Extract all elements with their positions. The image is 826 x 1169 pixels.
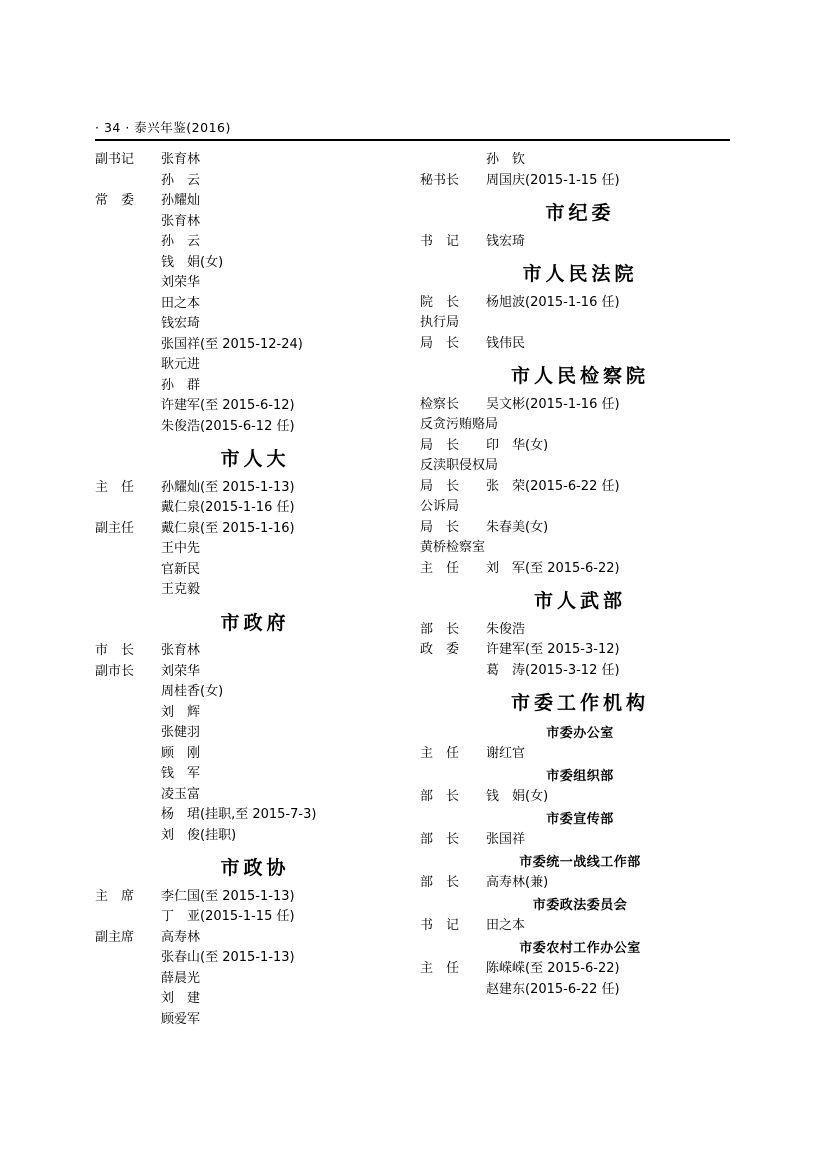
entry-value: 朱俊浩(2015-6-12 任) <box>161 418 295 434</box>
entry-value: 赵建东(2015-6-22 任) <box>486 981 620 997</box>
entry-row <box>420 334 740 355</box>
entry-label: 局 长 <box>420 519 460 535</box>
entry-row <box>420 497 740 518</box>
entry-row <box>420 787 740 808</box>
entry-value: 陈嵘嵘(至 2015-6-22) <box>486 961 620 976</box>
entry-row <box>95 314 415 335</box>
entry-row <box>95 498 415 519</box>
entry-row <box>95 641 415 662</box>
entry-row <box>95 355 415 376</box>
entry-label: 黄桥检察室 <box>420 540 486 555</box>
entry-value: 钱伟民 <box>486 335 526 351</box>
entry-row <box>420 313 740 334</box>
entry-row <box>420 293 740 314</box>
entry-row <box>95 519 415 540</box>
entry-label: 部 长 <box>420 875 460 890</box>
entry-value: 刘荣华 <box>161 663 201 679</box>
entry-row <box>95 764 415 785</box>
entry-label: 部 长 <box>420 621 460 637</box>
entry-value: 刘 俊(挂职) <box>161 827 237 843</box>
entry-value: 戴仁泉(至 2015-1-16) <box>161 520 295 536</box>
entry-value: 王克毅 <box>161 582 201 597</box>
left-column <box>95 150 415 1030</box>
entry-value: 张国祥 <box>486 832 526 847</box>
entry-value: 张育林 <box>161 643 201 658</box>
entry-value: 刘荣华 <box>161 275 201 290</box>
entry-label: 市 长 <box>95 643 135 658</box>
entry-row <box>95 335 415 356</box>
subsection-heading: 市委农村工作办公室 <box>519 940 641 956</box>
entry-row <box>420 640 740 661</box>
section-heading: 市政府 <box>220 611 290 634</box>
entry-row <box>95 703 415 724</box>
entry-label: 主 任 <box>95 479 135 495</box>
entry-row <box>95 948 415 969</box>
entry-value: 顾 刚 <box>161 745 201 761</box>
entry-value: 钱 娟(女) <box>486 789 549 804</box>
entry-value: 周国庆(2015-1-15 任) <box>486 172 620 188</box>
entry-row <box>95 560 415 581</box>
entry-label: 副主席 <box>95 929 135 945</box>
entry-row <box>95 212 415 233</box>
entry-value: 孙耀灿(至 2015-1-13) <box>161 479 295 495</box>
subsection-heading: 市委政法委员会 <box>532 897 628 913</box>
entry-label: 公诉局 <box>420 499 460 514</box>
section-heading: 市纪委 <box>545 202 615 224</box>
entry-row <box>420 232 740 253</box>
entry-row <box>95 478 415 499</box>
entry-row <box>420 538 740 559</box>
entry-row <box>95 273 415 294</box>
entry-row <box>95 150 415 171</box>
entry-label: 主 任 <box>420 961 460 976</box>
entry-label: 执行局 <box>420 315 460 330</box>
entry-row <box>95 826 415 847</box>
entry-row <box>95 417 415 438</box>
entry-row <box>95 294 415 315</box>
entry-label: 副市长 <box>95 663 135 679</box>
entry-value: 钱 娟(女) <box>161 254 224 270</box>
entry-row <box>95 539 415 560</box>
entry-row <box>95 171 415 192</box>
entry-value: 张育林 <box>161 213 201 229</box>
entry-row <box>420 744 740 765</box>
entry-row <box>420 980 740 1001</box>
entry-value: 张国祥(至 2015-12-24) <box>161 336 303 352</box>
entry-value: 朱俊浩 <box>486 621 526 637</box>
subsection-heading: 市委宣传部 <box>546 811 614 827</box>
page-header <box>95 118 730 136</box>
entry-value: 薛晨光 <box>161 970 201 986</box>
entry-row <box>95 928 415 949</box>
entry-value: 刘 建 <box>161 991 201 1006</box>
entry-row <box>95 1010 415 1031</box>
section-heading: 市人武部 <box>533 590 626 612</box>
entry-label: 局 长 <box>420 437 460 453</box>
entry-value: 孙 云 <box>161 234 201 249</box>
entry-row <box>420 171 740 192</box>
entry-row <box>420 150 740 171</box>
entry-label: 副书记 <box>95 152 135 167</box>
entry-label: 书 记 <box>420 233 460 249</box>
entry-label: 政 委 <box>420 642 460 657</box>
entry-value: 孙 云 <box>161 172 201 188</box>
section-heading: 市委工作机构 <box>510 692 649 714</box>
entry-label: 副主任 <box>95 520 135 536</box>
section-heading: 市人大 <box>220 448 290 470</box>
entry-row <box>420 559 740 580</box>
entry-row <box>420 916 740 937</box>
entry-label: 局 长 <box>420 478 460 494</box>
entry-value: 孙 群 <box>161 377 201 393</box>
entry-label: 部 长 <box>420 832 460 847</box>
entry-value: 田之本 <box>486 918 526 933</box>
entry-value: 田之本 <box>161 295 201 311</box>
entry-label: 院 长 <box>420 294 460 310</box>
entry-row <box>420 830 740 851</box>
entry-value: 许建军(至 2015-3-12) <box>486 642 620 657</box>
entry-row <box>420 415 740 436</box>
entry-value: 刘 辉 <box>161 704 201 720</box>
entry-label: 主 任 <box>420 746 460 761</box>
header-divider <box>95 139 730 141</box>
entry-value: 葛 涛(2015-3-12 任) <box>486 662 620 678</box>
entry-label: 主 任 <box>420 560 460 576</box>
entry-row <box>95 907 415 928</box>
entry-row <box>95 989 415 1010</box>
entry-value: 张育林 <box>161 152 201 167</box>
entry-row <box>95 662 415 683</box>
entry-value: 刘 军(至 2015-6-22) <box>486 560 620 576</box>
entry-label: 反渎职侵权局 <box>420 458 499 473</box>
subsection-heading: 市委办公室 <box>546 725 614 741</box>
entry-label: 秘书长 <box>420 172 460 188</box>
entry-value: 吴文彬(2015-1-16 任) <box>486 396 620 412</box>
entry-row <box>420 959 740 980</box>
entry-value: 钱 军 <box>161 766 201 781</box>
entry-value: 丁 亚(2015-1-15 任) <box>161 909 295 924</box>
entry-row <box>95 253 415 274</box>
entry-value: 李仁国(至 2015-1-13) <box>161 888 295 904</box>
entry-row <box>420 518 740 539</box>
entry-value: 孙 钦 <box>486 152 526 167</box>
entry-value: 张健羽 <box>161 725 201 740</box>
entry-row <box>95 232 415 253</box>
entry-row <box>420 456 740 477</box>
entry-row <box>420 620 740 641</box>
entry-value: 杨旭波(2015-1-16 任) <box>486 294 620 310</box>
subsection-heading: 市委组织部 <box>546 768 614 784</box>
page-number: · 34 · <box>95 120 130 135</box>
book-title: 泰兴年鉴(2016) <box>134 120 231 135</box>
entry-value: 高寿林 <box>161 929 201 945</box>
entry-value: 杨 珺(挂职,至 2015-7-3) <box>161 807 317 822</box>
entry-value: 谢红官 <box>486 746 526 761</box>
entry-label: 部 长 <box>420 789 460 804</box>
entry-value: 王中先 <box>161 541 201 556</box>
entry-row <box>420 873 740 894</box>
entry-row <box>95 191 415 212</box>
entry-value: 钱宏琦 <box>486 233 526 249</box>
entry-row <box>95 805 415 826</box>
entry-value: 钱宏琦 <box>161 316 201 331</box>
entry-row <box>95 723 415 744</box>
entry-value: 朱春美(女) <box>486 519 549 535</box>
entry-value: 高寿林(兼) <box>486 875 549 890</box>
entry-value: 戴仁泉(2015-1-16 任) <box>161 500 295 515</box>
entry-value: 顾爱军 <box>161 1011 201 1027</box>
entry-row <box>420 395 740 416</box>
entry-row <box>95 785 415 806</box>
entry-value: 耿元进 <box>161 357 201 372</box>
entry-value: 许建军(至 2015-6-12) <box>161 398 295 413</box>
entry-value: 周桂香(女) <box>161 684 224 699</box>
entry-row <box>95 376 415 397</box>
entry-row <box>420 436 740 457</box>
entry-row <box>95 682 415 703</box>
section-heading: 市政协 <box>220 857 290 879</box>
entry-row <box>95 580 415 601</box>
entry-row <box>95 969 415 990</box>
entry-value: 张春山(至 2015-1-13) <box>161 950 295 965</box>
entry-row <box>95 744 415 765</box>
entry-value: 印 华(女) <box>486 437 549 453</box>
entry-row <box>95 396 415 417</box>
entry-value: 官新民 <box>161 561 201 577</box>
entry-label: 反贪污贿赂局 <box>420 417 499 432</box>
entry-label: 常 委 <box>95 193 135 208</box>
entry-value: 孙耀灿 <box>161 193 201 208</box>
entry-label: 检察长 <box>420 396 460 412</box>
right-column <box>420 150 740 1000</box>
subsection-heading: 市委统一战线工作部 <box>519 854 641 870</box>
entry-value: 张 荣(2015-6-22 任) <box>486 478 620 494</box>
section-heading: 市人民法院 <box>522 263 638 285</box>
section-heading: 市人民检察院 <box>510 365 649 387</box>
entry-row <box>95 887 415 908</box>
entry-label: 主 席 <box>95 888 135 904</box>
entry-row <box>420 477 740 498</box>
entry-label: 局 长 <box>420 335 460 351</box>
entry-label: 书 记 <box>420 918 460 933</box>
entry-row <box>420 661 740 682</box>
entry-value: 凌玉富 <box>161 786 201 802</box>
